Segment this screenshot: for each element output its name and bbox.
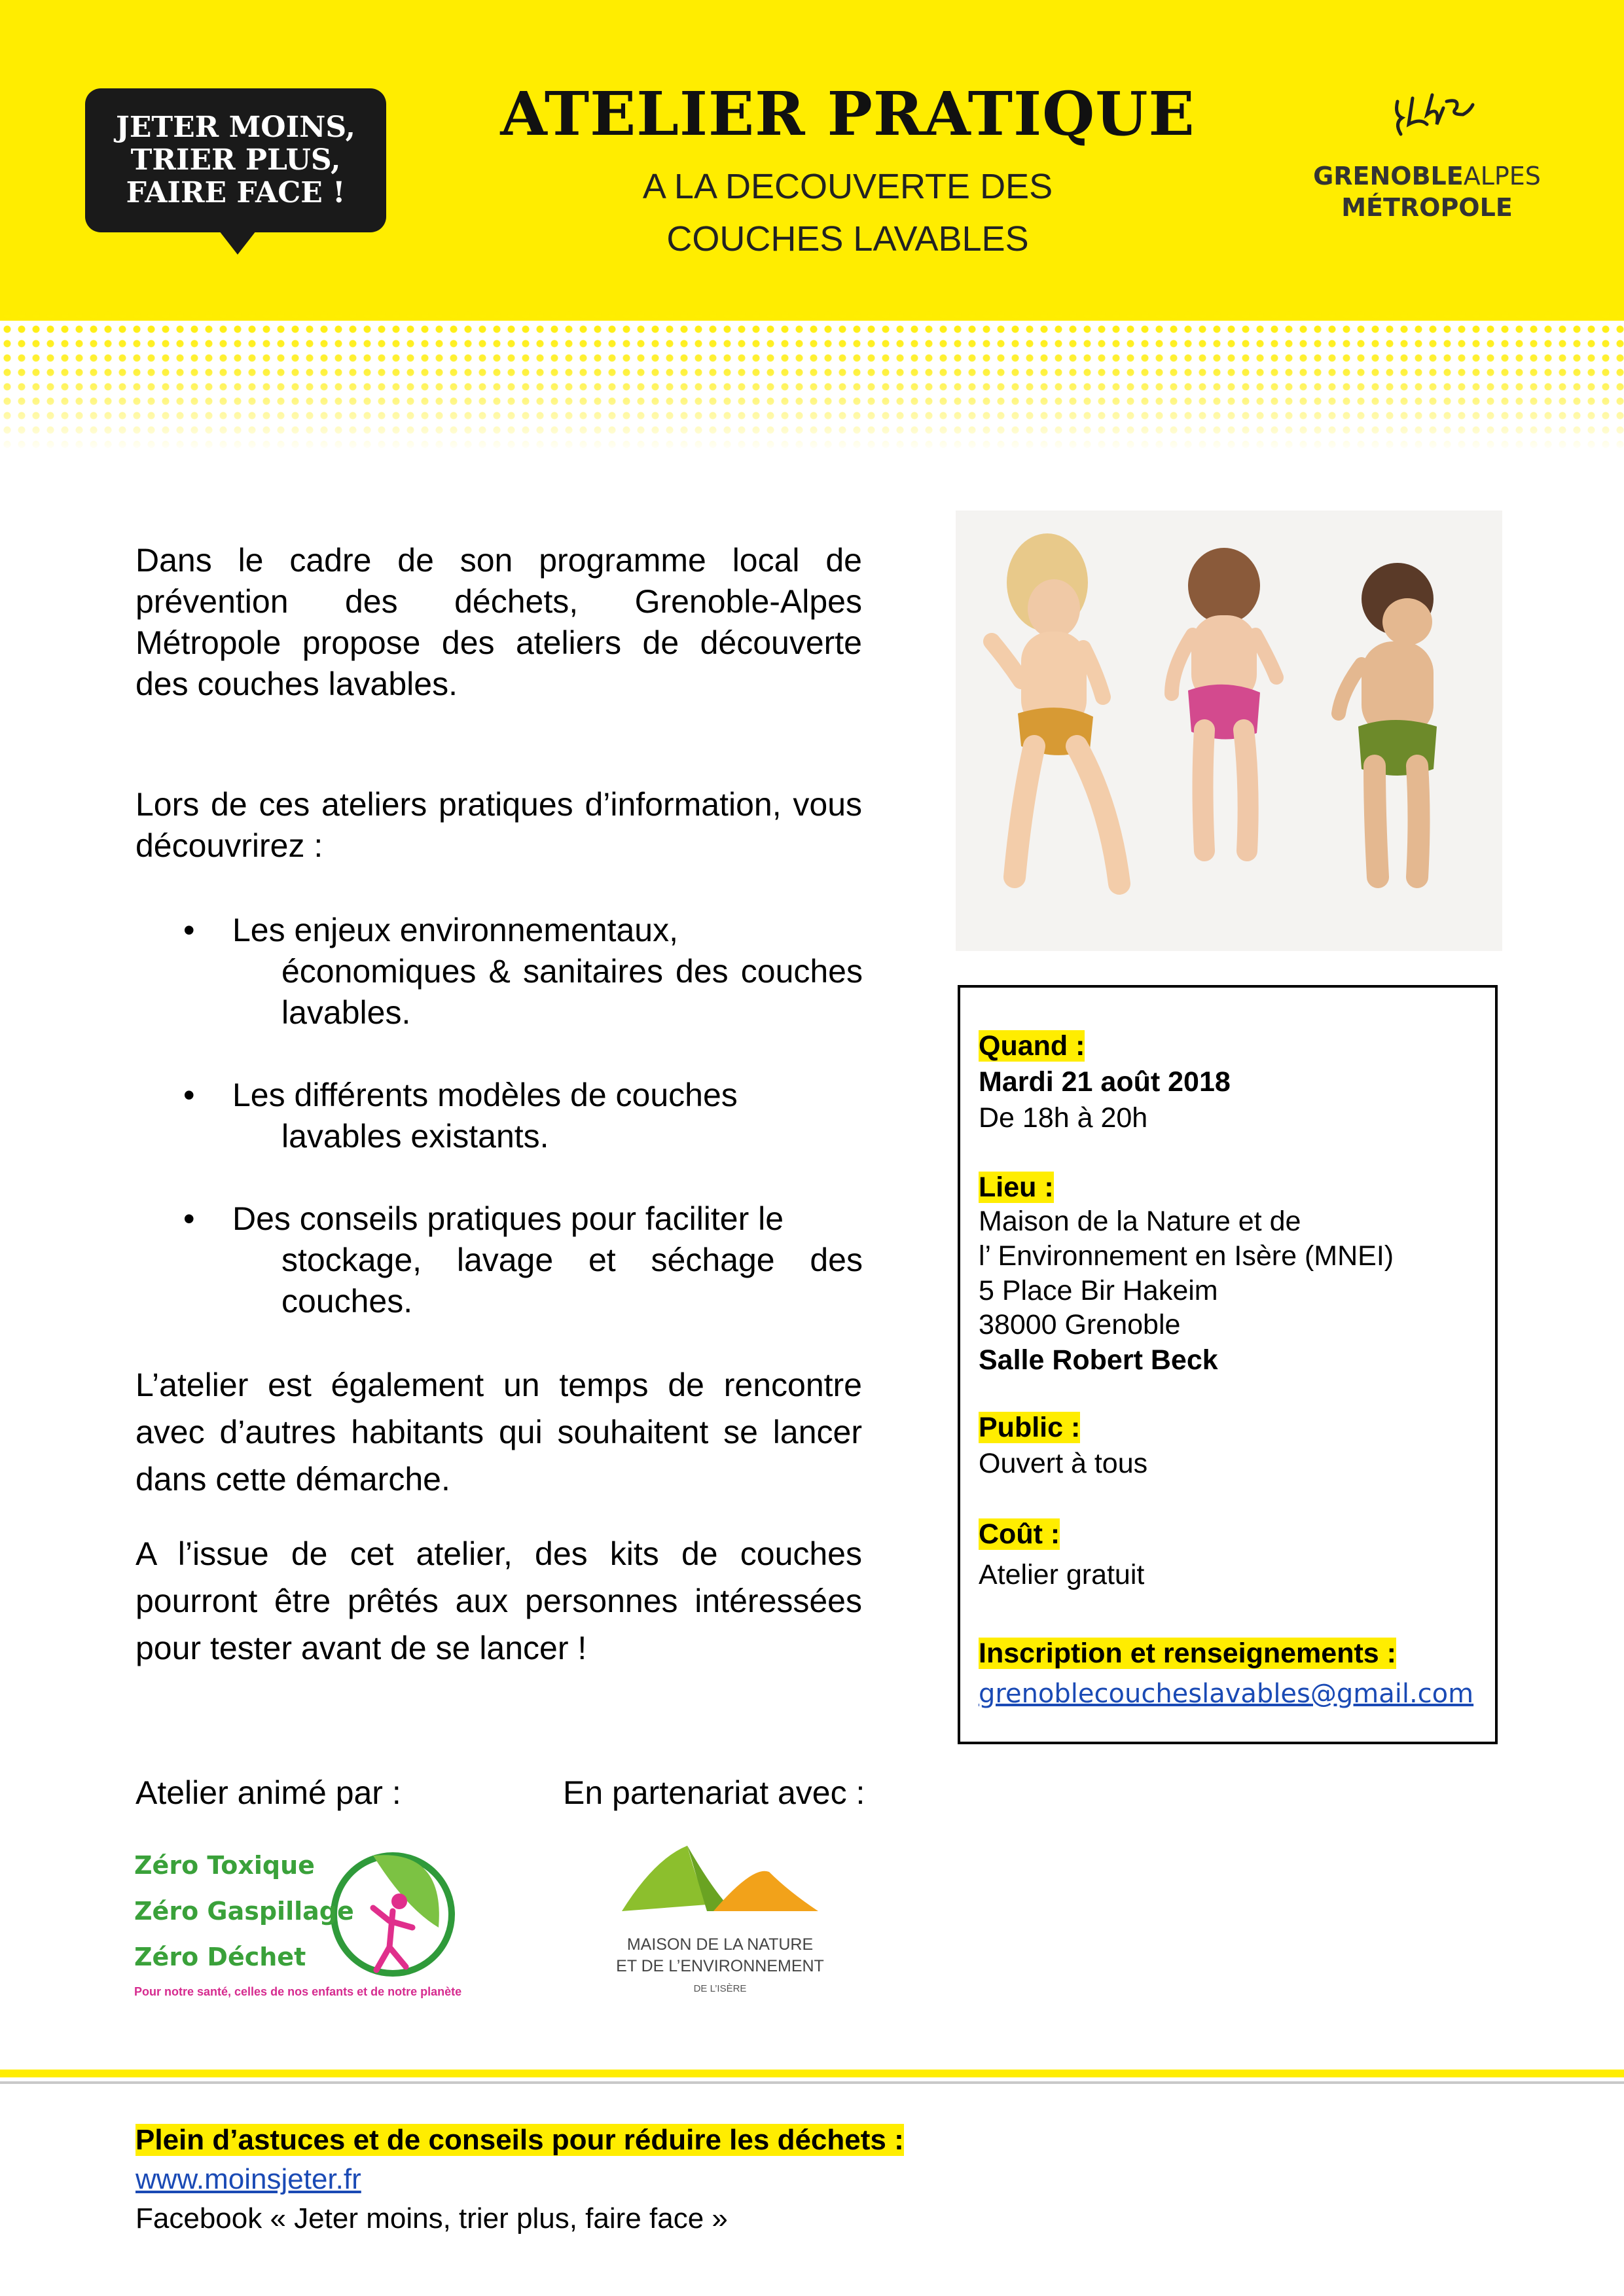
cost-label: Coût : — [979, 1518, 1060, 1550]
footer-tip: Plein d’astuces et de conseils pour réduire les déchets : — [135, 2124, 904, 2156]
place-line: 5 Place Bir Hakeim — [979, 1275, 1218, 1306]
cost-value: Atelier gratuit — [979, 1559, 1145, 1590]
mnei-name: MAISON DE LA NATURE ET DE L’ENVIRONNEMENT — [616, 1935, 824, 1975]
zero-line: Zéro Toxique — [134, 1851, 315, 1880]
partnership-label: En partenariat avec : — [563, 1774, 865, 1811]
list-item — [183, 910, 863, 1033]
bullet-first-line: Les enjeux environnementaux, — [232, 912, 679, 948]
zero-dechet-slogans — [134, 1842, 354, 1980]
metropole-name — [1309, 160, 1545, 223]
mnei-logo-icon — [615, 1833, 825, 1924]
place-line: l’ Environnement en Isère (MNEI) — [979, 1240, 1394, 1272]
when-label: Quand : — [979, 1030, 1085, 1062]
footer-website-link[interactable]: www.moinsjeter.fr — [135, 2163, 361, 2195]
metropole-name-bold: GRENOBLE — [1313, 162, 1464, 190]
bullet-first-line: Les différents modèles de couches — [232, 1077, 738, 1113]
children-photo — [956, 511, 1502, 951]
footer-facebook: Facebook « Jeter moins, trier plus, faire face » — [135, 2202, 728, 2234]
event-time: De 18h à 20h — [979, 1102, 1148, 1134]
slogan-bubble — [85, 88, 386, 232]
zero-dechet-tagline: Pour notre santé, celles de nos enfants et de notre planète — [134, 1985, 462, 1998]
metropole-name-light: ALPES — [1463, 162, 1541, 190]
public-value: Ouvert à tous — [979, 1448, 1148, 1479]
place-line: 38000 Grenoble — [979, 1309, 1181, 1340]
metropole-name-line2: MÉTROPOLE — [1341, 193, 1513, 222]
event-date: Mardi 21 août 2018 — [979, 1066, 1231, 1098]
list-item — [183, 1075, 863, 1157]
kits-paragraph: A l’issue de cet atelier, des kits de couches pourront être prêtés aux personnes intéressées pour tester avant de se lancer ! — [135, 1535, 862, 1666]
bullet-continuation: stockage, lavage et séchage des couches. — [281, 1242, 863, 1319]
dot-pattern — [0, 308, 1624, 452]
place-line: Maison de la Nature et de — [979, 1206, 1301, 1237]
mnei-subtitle: DE L’ISÈRE — [693, 1983, 747, 1994]
zero-line: Zéro Déchet — [134, 1943, 306, 1971]
intro-paragraph: Dans le cadre de son programme local de prévention des déchets, Grenoble-Alpes Métropole propose des ateliers de découverte des couches lavables. — [135, 542, 862, 702]
place-room: Salle Robert Beck — [979, 1344, 1218, 1376]
meeting-paragraph: L’atelier est également un temps de rencontre avec d’autres habitants qui souhaitent se lancer dans cette démarche. — [135, 1367, 862, 1498]
page-subtitle: A LA DECOUVERTE DES COUCHES LAVABLES — [642, 167, 1053, 259]
zero-line: Zéro Gaspillage — [134, 1897, 354, 1926]
workshop-paragraph: Lors de ces ateliers pratiques d’information, vous découvrirez : — [135, 786, 862, 864]
list-item — [183, 1198, 863, 1322]
contact-label: Inscription et renseignements : — [979, 1638, 1396, 1669]
bullet-dot-icon: • — [183, 1077, 195, 1113]
bullet-continuation: lavables existants. — [281, 1118, 549, 1155]
footer-yellow-divider — [0, 2070, 1624, 2077]
footer-grey-divider — [0, 2081, 1624, 2084]
slogan-text: JETER MOINS, TRIER PLUS, FAIRE FACE ! — [116, 111, 355, 209]
bullet-dot-icon: • — [183, 912, 195, 948]
bullet-first-line: Des conseils pratiques pour faciliter le — [232, 1200, 784, 1237]
bullet-continuation: économiques & sanitaires des couches lavables. — [281, 953, 863, 1031]
page-title: ATELIER PRATIQUE — [500, 79, 1195, 149]
public-label: Public : — [979, 1412, 1081, 1443]
place-label: Lieu : — [979, 1172, 1054, 1203]
animated-by-label: Atelier animé par : — [135, 1774, 401, 1811]
bullet-dot-icon: • — [183, 1200, 195, 1237]
bullet-list — [183, 910, 863, 1363]
contact-email-link[interactable]: grenoblecoucheslavables@gmail.com — [979, 1679, 1474, 1709]
